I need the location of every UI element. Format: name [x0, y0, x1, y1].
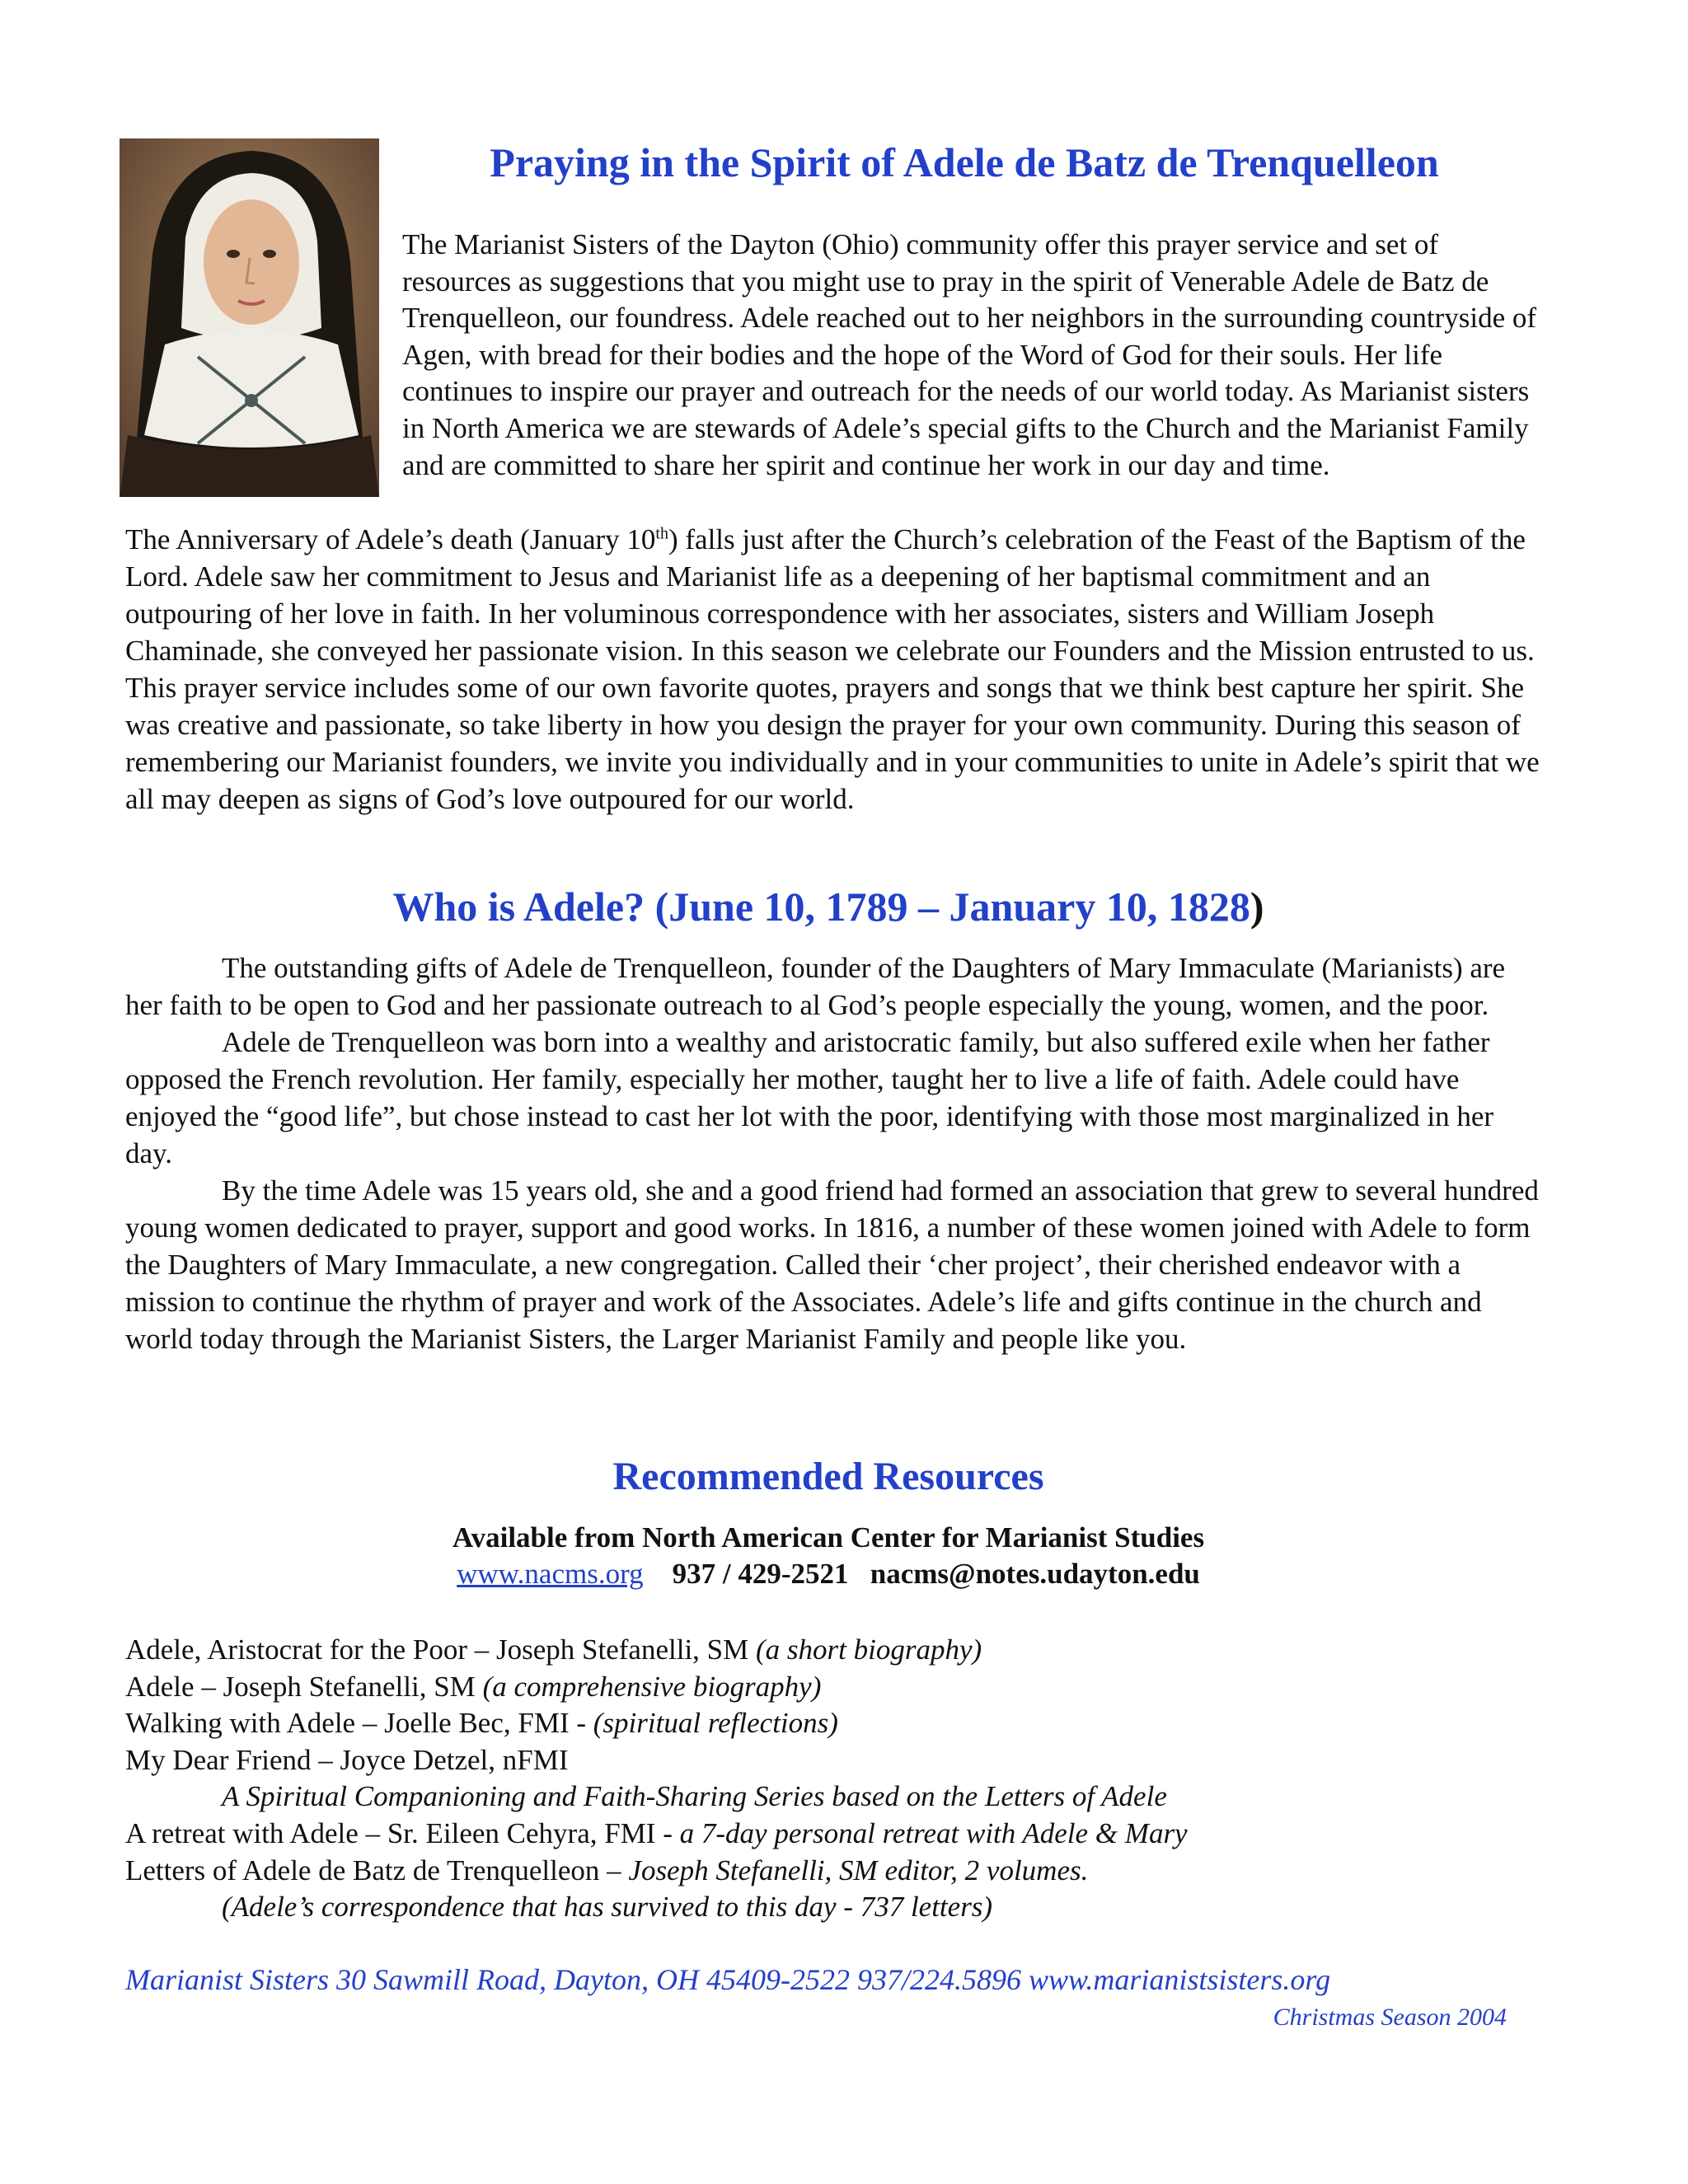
resource-subtitle: (Adele’s correspondence that has survived to this day - 737 letters): [222, 1891, 993, 1924]
adele-portrait-image: [120, 138, 379, 497]
resource-item: [125, 1816, 1540, 1853]
resource-title: Adele – Joseph Stefanelli, SM: [125, 1670, 483, 1703]
who-heading-text: Who is Adele? (June 10, 1789 – January 10, 1828: [392, 883, 1250, 930]
who-is-adele-heading: [124, 882, 1533, 931]
biography-paragraph-3: By the time Adele was 15 years old, she and a good friend had formed an association that grew to several hundred young women dedicated to prayer, support and good works. In 1816, a number of these women joined with Adele to form the Daughters of Mary Immaculate, a new congregation. Called their ‘cher project’, their cherished endeavor with a mission to continue the rhythm of prayer and work of the Associates. Adele’s life and gifts continue in the church and world today through the Marianist Sisters, the Larger Marianist Family and people like you.: [125, 1174, 1539, 1355]
resource-item: [125, 1853, 1540, 1890]
resource-title: My Dear Friend – Joyce Detzel, nFMI: [125, 1743, 569, 1776]
biography-paragraph-1: The outstanding gifts of Adele de Trenquelleon, founder of the Daughters of Mary Immaculate (Marianists) are her faith to be open to God and her passionate outreach to al God’s people especially the young, women, and the poor.: [125, 952, 1506, 1021]
biography-paragraph-2: Adele de Trenquelleon was born into a wealthy and aristocratic family, but also suffered exile when her father opposed the French revolution. Her family, especially her mother, taught her to live a life of faith. Adele could have enjoyed the “good life”, but chose instead to cast her lot with the poor, identifying with those most marginalized in her day.: [125, 1026, 1494, 1169]
nacms-phone: 937 / 429-2521: [672, 1558, 849, 1590]
resource-item: [125, 1705, 1540, 1742]
resources-heading: Recommended Resources: [612, 1455, 1044, 1498]
anniversary-superscript: th: [655, 524, 668, 543]
footer-season: Christmas Season 2004: [1273, 2004, 1507, 2031]
resource-item: [125, 1669, 1540, 1706]
resource-title: Letters of Adele de Batz de Trenquelleon –: [125, 1854, 629, 1886]
who-heading-close-paren: ): [1250, 883, 1264, 930]
resource-title: Walking with Adele – Joelle Bec, FMI -: [125, 1707, 593, 1740]
resource-subtitle: A Spiritual Companioning and Faith-Sharing Series based on the Letters of Adele: [222, 1780, 1167, 1813]
anniversary-text-end: ) falls just after the Church’s celebration of the Feast of the Baptism of the Lord. Adele saw her commitment to Jesus and Marianist life as a deepening of her baptismal commitment and an outpouring of her love in faith. In her voluminous correspondence with her associates, sisters and William Joseph Chaminade, she conveyed her passionate vision. In this season we celebrate our Founders and the Mission entrusted to us. This prayer service includes some of our own favorite quotes, prayers and songs that we think best capture her spirit. She was creative and passionate, so take liberty in how you design the prayer for your own community. During this season of remembering our Marianist founders, we invite you individually and in your communities to unite in Adele’s spirit that we all may deepen as signs of God’s love outpoured for our world.: [125, 523, 1540, 815]
page-title: Praying in the Spirit of Adele de Batz de Trenquelleon: [490, 139, 1439, 185]
resource-note: a 7-day personal retreat with Adele & Mary: [679, 1816, 1188, 1849]
resource-title: Adele, Aristocrat for the Poor – Joseph Stefanelli, SM: [125, 1633, 757, 1666]
biography-section: [125, 949, 1540, 1357]
resource-item: [125, 1632, 1540, 1669]
anniversary-text-start: The Anniversary of Adele’s death (January 10: [125, 523, 656, 555]
resource-note: (a comprehensive biography): [482, 1670, 822, 1703]
available-from-line: Available from North American Center for Marianist Studies: [452, 1521, 1205, 1554]
resource-list: [125, 1632, 1540, 1926]
intro-paragraph: The Marianist Sisters of the Dayton (Ohio) community offer this prayer service and set of resources as suggestions that you might use to pray in the spirit of Venerable Adele de Batz de Trenquelleon, our foundress. Adele reached out to her neighbors in the surrounding countryside of Agen, with bread for their bodies and the hope of the Word of God for their souls. Her life continues to inspire our prayer and outreach for the needs of our world today. As Marianist sisters in North America we are stewards of Adele’s special gifts to the Church and the Marianist Family and are committed to share her spirit and continue her work in our day and time.: [402, 228, 1537, 481]
resource-title: A retreat with Adele – Sr. Eileen Cehyra, FMI -: [125, 1816, 680, 1849]
resource-note: (spiritual reflections): [593, 1707, 838, 1740]
resource-note: (a short biography): [756, 1633, 982, 1666]
anniversary-paragraph: [125, 521, 1540, 818]
nacms-website-link[interactable]: www.nacms.org: [457, 1558, 644, 1590]
resource-note: Joseph Stefanelli, SM editor, 2 volumes.: [628, 1854, 1089, 1886]
resource-item: [125, 1742, 1540, 1779]
footer-contact: Marianist Sisters 30 Sawmill Road, Dayton, OH 45409-2522 937/224.5896 www.marianistsisters.org: [125, 1963, 1331, 1996]
nacms-email: nacms@notes.udayton.edu: [870, 1558, 1200, 1590]
nacms-contact-line: [124, 1556, 1533, 1592]
